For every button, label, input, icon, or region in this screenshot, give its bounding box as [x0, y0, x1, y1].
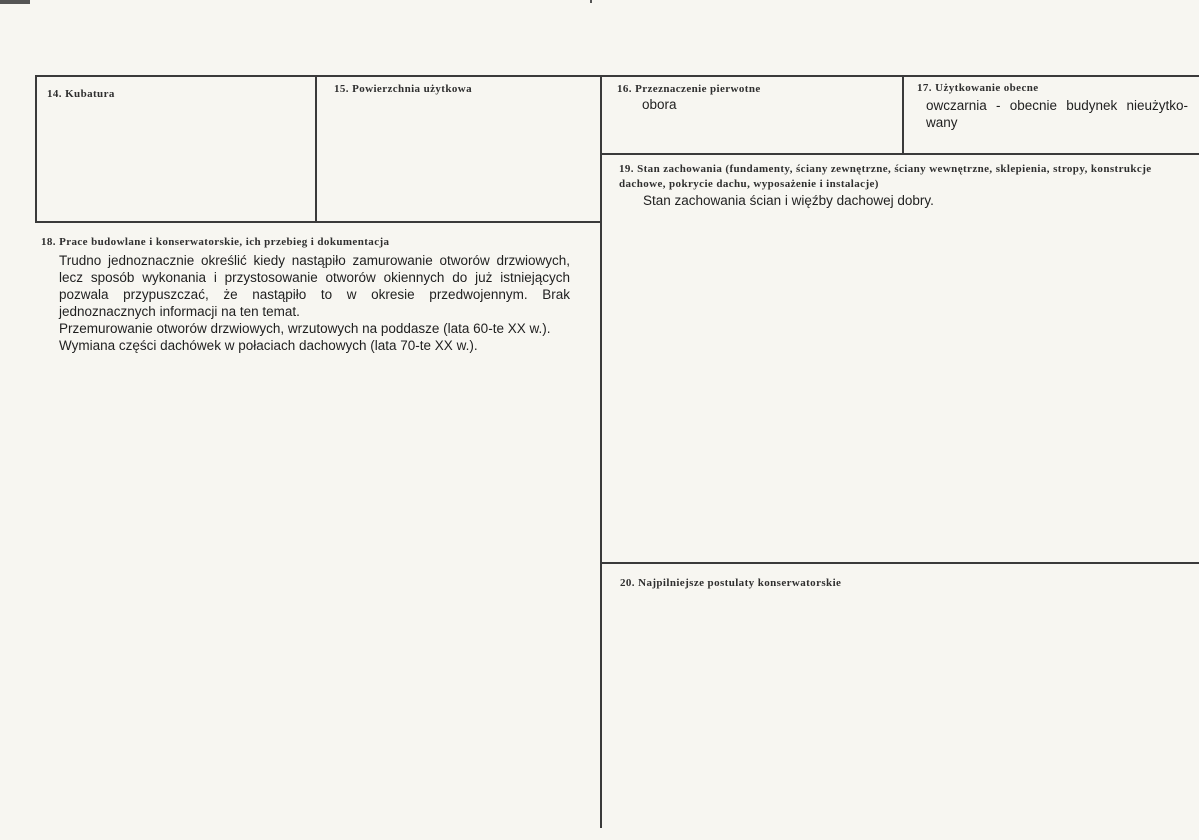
field-14-label: 14. Kubatura [47, 88, 115, 100]
rule-center [600, 75, 602, 828]
rule-under-16-17 [601, 153, 1199, 155]
field-16-value: obora [642, 97, 677, 112]
field-18-paragraph: Trudno jednoznacznie określić kiedy nastąpiło zamurowanie otworów drzwiowych, lecz sposób wykonania i przystosowanie otworów okiennych do już istniejących pozwala przypuszczać, że nastąpiło to w okresie przedwojennym. Brak jednoznacznych informacji na ten temat. [59, 253, 570, 319]
top-center-mark [590, 0, 592, 3]
top-edge-mark [0, 0, 30, 4]
rule-top [35, 75, 1199, 77]
field-20-label: 20. Najpilniejsze postulaty konserwatorskie [620, 577, 842, 589]
rule-left [35, 75, 37, 223]
rule-under-14-15 [35, 221, 601, 223]
field-18-paragraph: Przemurowanie otworów drzwiowych, wrzutowych na poddasze (lata 60-te XX w.). [59, 321, 551, 336]
field-18-value [59, 252, 570, 354]
field-17-label: 17. Użytkowanie obecne [917, 82, 1039, 94]
field-18-label: 18. Prace budowlane i konserwatorskie, ich przebieg i dokumentacja [41, 236, 390, 248]
rule-under-19 [601, 562, 1199, 564]
field-16-label: 16. Przeznaczenie pierwotne [617, 83, 761, 95]
field-19-label: 19. Stan zachowania (fundamenty, ściany zewnętrzne, ściany wewnętrzne, sklepienia, stropy, konstrukcje dachowe, pokrycie dachu, wyposażenie i instalacje) [619, 163, 1152, 190]
rule-16-17 [902, 75, 904, 154]
field-19-value: Stan zachowania ścian i więźby dachowej dobry. [643, 193, 934, 208]
field-17-value: owczarnia - obecnie budynek nieużytko-wany [926, 98, 1188, 130]
field-18-paragraph: Wymiana części dachówek w połaciach dachowych (lata 70-te XX w.). [59, 338, 478, 353]
field-15-label: 15. Powierzchnia użytkowa [334, 83, 473, 95]
rule-14-15 [315, 75, 317, 223]
